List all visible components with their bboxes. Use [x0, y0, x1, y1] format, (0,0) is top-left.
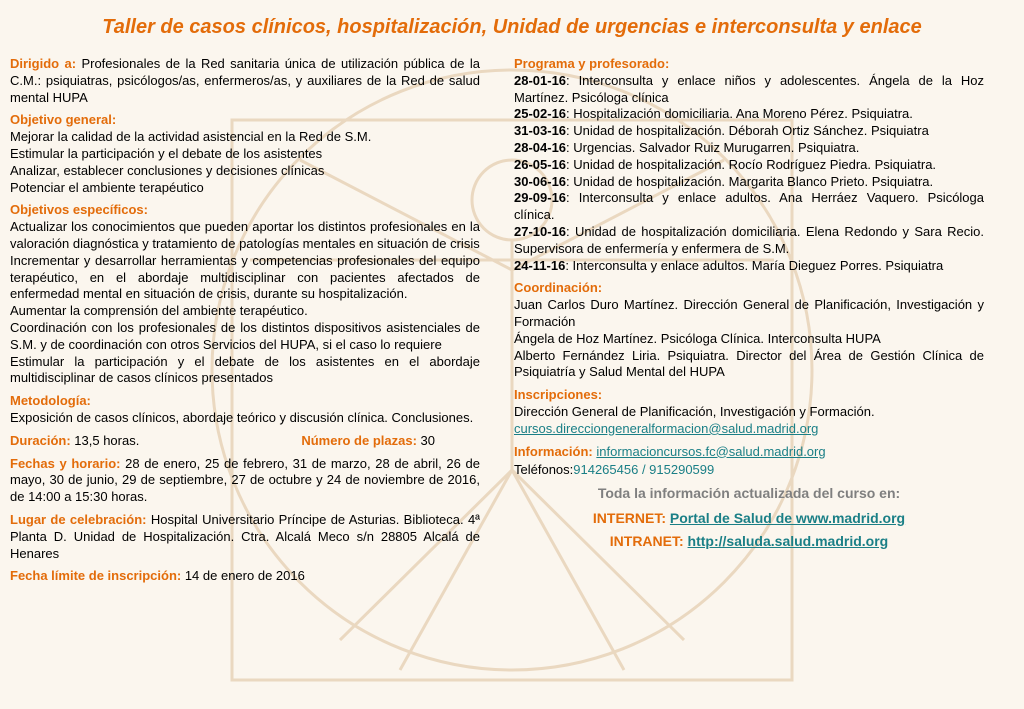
programa-item [514, 174, 984, 191]
dirigido-label: Dirigido a: [10, 56, 77, 71]
programa-item [514, 140, 984, 157]
objetivos-especificos-label: Objetivos específicos: [10, 202, 148, 218]
metodologia-section [10, 393, 480, 427]
objetivos-especificos-item: Estimular la participación y el debate de los asistentes en el abordaje multidisciplinar de casos clínicos presentados [10, 353, 480, 386]
programa-item [514, 224, 984, 258]
coordinacion-label: Coordinación: [514, 280, 603, 296]
telefonos-section [514, 462, 984, 479]
telefonos-value: 914265456 / 915290599 [573, 462, 715, 478]
coordinacion-item: Alberto Fernández Liria. Psiquiatra. Director del Área de Gestión Clínica de Psiquiatría y Salud Mental del HUPA [514, 347, 984, 380]
intranet-label: INTRANET: [609, 532, 684, 549]
programa-date: 24-11-16 [514, 257, 566, 273]
metodologia-label: Metodología: [10, 393, 91, 409]
objetivo-general-label: Objetivo general: [10, 112, 117, 128]
programa-item [514, 123, 984, 140]
info-heading: Toda la información actualizada del curso en: [597, 485, 901, 502]
coordinacion-section [514, 280, 984, 381]
objetivos-especificos-item: Actualizar los conocimientos que pueden aportar los distintos profesionales en la valoración diagnóstica y tratamiento de patologías mentales en situación de crisis [10, 219, 480, 251]
left-column [10, 56, 480, 591]
informacion-email-link[interactable]: informacioncursos.fc@salud.madrid.org [596, 443, 826, 459]
duracion-value: 13,5 horas. [70, 432, 140, 448]
telefonos-label: Teléfonos: [514, 462, 574, 478]
programa-text: : Interconsulta y enlace adultos. Ana Herráez Vaquero. Psicóloga clínica. [514, 190, 984, 223]
coordinacion-item: Juan Carlos Duro Martínez. Dirección General de Planificación, Investigación y Formación [514, 297, 984, 329]
coordinacion-item: Ángela de Hoz Martínez. Psicóloga Clínica. Interconsulta HUPA [514, 330, 881, 346]
metodologia-text: Exposición de casos clínicos, abordaje teórico y discusión clínica. Conclusiones. [10, 409, 474, 425]
programa-date: 26-05-16 [514, 156, 567, 172]
objetivos-especificos-item: Aumentar la comprensión del ambiente terapéutico. [10, 303, 308, 319]
programa-date: 29-09-16 [514, 190, 567, 206]
programa-date: 27-10-16 [514, 223, 567, 239]
programa-text: : Hospitalización domiciliaria. Ana Moreno Pérez. Psiquiatra. [566, 106, 913, 122]
programa-text: : Unidad de hospitalización domiciliaria. Elena Redondo y Sara Recio. Supervisora de enfermería y enfermera de S.M. [514, 223, 984, 256]
objetivo-general-item: Potenciar el ambiente terapéutico [10, 179, 204, 195]
inscripciones-section [514, 387, 984, 437]
dirigido-section [10, 56, 480, 106]
programa-date: 31-03-16 [514, 123, 567, 139]
fechas-label: Fechas y horario: [10, 455, 121, 471]
programa-text: : Unidad de hospitalización. Rocío Rodríguez Piedra. Psiquiatra. [566, 156, 937, 172]
objetivo-general-section [10, 112, 480, 196]
duracion-plazas-row [10, 433, 480, 450]
objetivos-especificos-item: Incrementar y desarrollar herramientas y competencias profesionales del equipo terapéutico, en el abordaje multidisciplinar con pacientes afectados de enfermedad mental en situación de crisis, durante su hospitalización. [10, 252, 480, 302]
internet-link[interactable]: Portal de Salud de www.madrid.org [669, 509, 906, 526]
programa-item [514, 157, 984, 174]
fecha-limite-label: Fecha límite de inscripción: [10, 568, 182, 584]
objetivos-especificos-item: Coordinación con los profesionales de los distintos dispositivos asistenciales de S.M. y de coordinación con otros Servicios del HUPA, si el caso lo requiere [10, 319, 480, 352]
intranet-line [514, 533, 984, 550]
duracion [10, 433, 139, 450]
fechas-text: 28 de enero, 25 de febrero, 31 de marzo, 28 de abril, 26 de mayo, 30 de junio, 29 de septiembre, 27 de octubre y 24 de noviembre de 2016, de 14:00 a 15:30 horas. [10, 455, 480, 505]
lugar-section [10, 512, 480, 562]
programa-date: 25-02-16 [514, 106, 567, 122]
programa-item [514, 258, 984, 275]
plazas-label: Número de plazas: [301, 432, 417, 448]
programa-text: : Interconsulta y enlace niños y adolescentes. Ángela de la Hoz Martínez. Psicóloga clínica [514, 72, 984, 105]
programa-text: : Unidad de hospitalización. Déborah Ortiz Sánchez. Psiquiatra [566, 123, 929, 139]
intranet-link[interactable]: http://saluda.salud.madrid.org [687, 532, 889, 549]
programa-text: : Unidad de hospitalización. Margarita Blanco Prieto. Psiquiatra. [566, 173, 934, 189]
plazas-value: 30 [416, 432, 435, 448]
inscripciones-label: Inscripciones: [514, 387, 603, 403]
fecha-limite-value: 14 de enero de 2016 [181, 568, 305, 584]
plazas [301, 433, 435, 450]
programa-date: 30-06-16 [514, 173, 567, 189]
dirigido-text: Profesionales de la Red sanitaria única de utilización pública de la C.M.: psiquiatras, psicólogos/as, enfermeros/as, y auxiliares de la Red de salud mental HUPA [10, 56, 481, 105]
lugar-label: Lugar de celebración: [10, 511, 147, 527]
programa-item [514, 106, 984, 123]
programa-item [514, 190, 984, 224]
informacion-section [514, 444, 984, 461]
page-title: Taller de casos clínicos, hospitalización, Unidad de urgencias e interconsulta y enlace [102, 16, 922, 38]
objetivo-general-item: Analizar, establecer conclusiones y decisiones clínicas [10, 162, 325, 178]
programa-date: 28-04-16 [514, 139, 567, 155]
informacion-label: Información: [514, 443, 593, 459]
programa-date: 28-01-16 [514, 72, 567, 88]
programa-text: : Urgencias. Salvador Ruiz Murugarren. Psiquiatra. [566, 139, 860, 155]
internet-label: INTERNET: [592, 509, 667, 526]
inscripciones-email-link[interactable]: cursos.direcciongeneralformacion@salud.madrid.org [514, 420, 819, 436]
right-column [514, 56, 984, 556]
programa-label: Programa y profesorado: [514, 56, 670, 71]
objetivo-general-item: Mejorar la calidad de la actividad asistencial en la Red de S.M. [10, 129, 372, 145]
objetivo-general-item: Estimular la participación y el debate de los asistentes [10, 145, 323, 161]
programa-text: : Interconsulta y enlace adultos. María Dieguez Porres. Psiquiatra [565, 257, 944, 273]
fecha-limite-section [10, 568, 480, 585]
internet-line [514, 510, 984, 527]
fechas-section [10, 456, 480, 506]
inscripciones-text: Dirección General de Planificación, Investigación y Formación. [514, 403, 875, 419]
lugar-text: Hospital Universitario Príncipe de Asturias. Biblioteca. 4ª Planta D. Unidad de Hospitalización. Ctra. Alcalá Meco s/n 28805 Alcalá de Henares [10, 511, 480, 561]
objetivos-especificos-section [10, 202, 480, 387]
programa-section [514, 56, 984, 274]
duracion-label: Duración: [10, 432, 71, 448]
programa-item [514, 73, 984, 107]
